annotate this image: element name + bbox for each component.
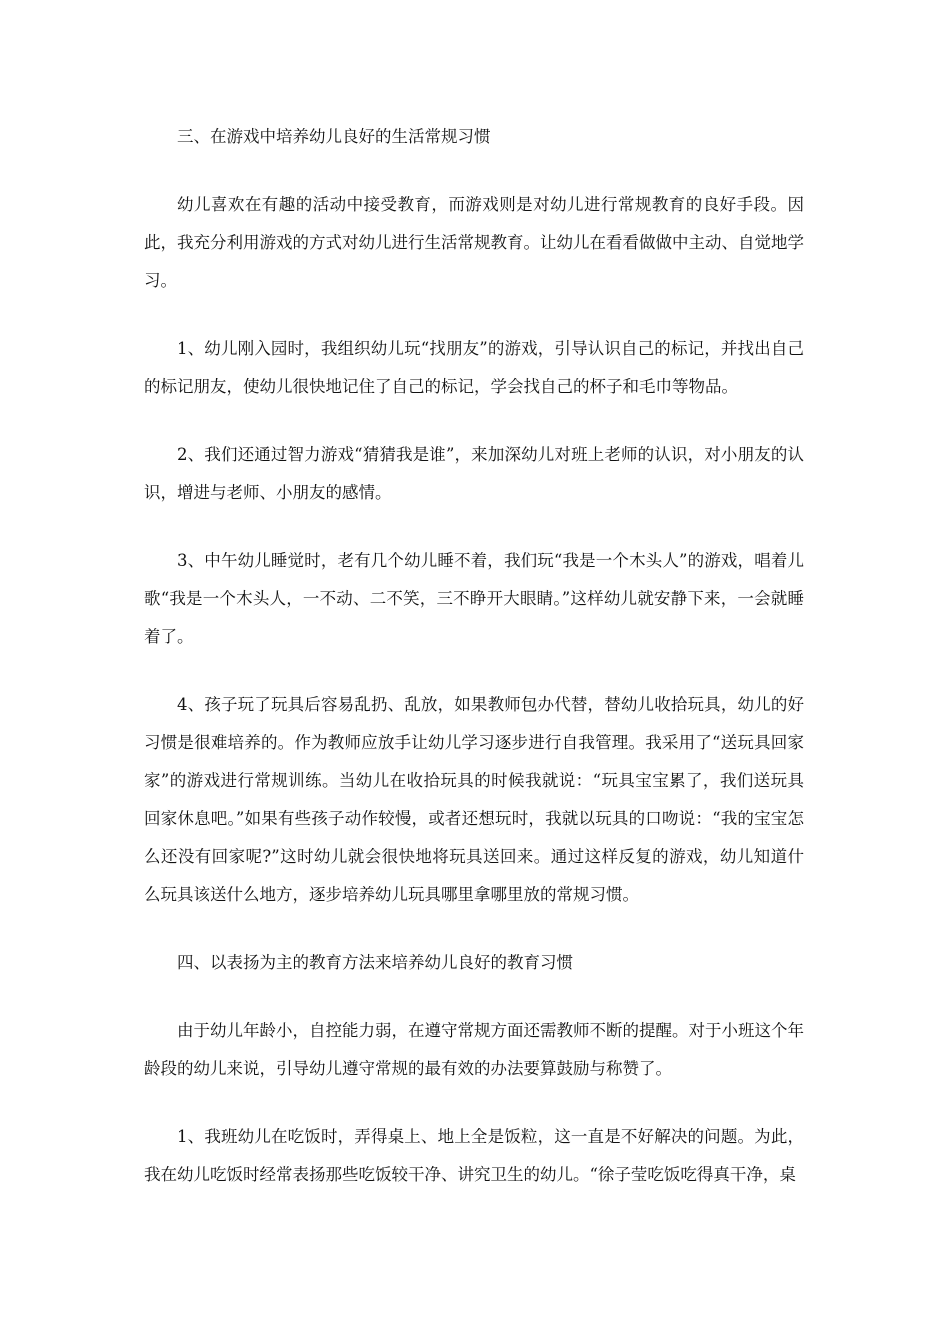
paragraph-item-2: 2、我们还通过智力游戏“猜猜我是谁”，来加深幼儿对班上老师的认识，对小朋友的认识，增进与老师、小朋友的感情。 [144,445,804,502]
paragraph-praise-item-1: 1、我班幼儿在吃饭时，弄得桌上、地上全是饭粒，这一直是不好解决的问题。为此，我在幼儿吃饭时经常表扬那些吃饭较干净、讲究卫生的幼儿。“徐子莹吃饭吃得真干净，桌 [144,1127,804,1184]
document-body [144,118,804,1224]
paragraph-praise-intro: 由于幼儿年龄小，自控能力弱，在遵守常规方面还需教师不断的提醒。对于小班这个年龄段的幼儿来说，引导幼儿遵守常规的最有效的办法要算鼓励与称赞了。 [144,1021,804,1078]
section-heading-3: 三、在游戏中培养幼儿良好的生活常规习惯 [177,127,491,146]
paragraph-item-1: 1、幼儿刚入园时，我组织幼儿玩“找朋友”的游戏，引导认识自己的标记，并找出自己的标记朋友，使幼儿很快地记住了自己的标记，学会找自己的杯子和毛巾等物品。 [144,339,804,396]
paragraph-intro: 幼儿喜欢在有趣的活动中接受教育，而游戏则是对幼儿进行常规教育的良好手段。因此，我充分利用游戏的方式对幼儿进行生活常规教育。让幼儿在看看做做中主动、自觉地学习。 [144,195,804,290]
paragraph-item-3: 3、中午幼儿睡觉时，老有几个幼儿睡不着，我们玩“我是一个木头人”的游戏，唱着儿歌“我是一个木头人，一不动、二不笑，三不睁开大眼睛。”这样幼儿就安静下来，一会就睡着了。 [144,551,804,646]
paragraph-item-4: 4、孩子玩了玩具后容易乱扔、乱放，如果教师包办代替，替幼儿收拾玩具，幼儿的好习惯是很难培养的。作为教师应放手让幼儿学习逐步进行自我管理。我采用了“送玩具回家家”的游戏进行常规训练。当幼儿在收拾玩具的时候我就说：“玩具宝宝累了，我们送玩具回家休息吧。”如果有些孩子动作较慢，或者还想玩时，我就以玩具的口吻说：“我的宝宝怎么还没有回家呢?”这时幼儿就会很快地将玩具送回来。通过这样反复的游戏，幼儿知道什么玩具该送什么地方，逐步培养幼儿玩具哪里拿哪里放的常规习惯。 [144,695,804,904]
section-heading-4: 四、以表扬为主的教育方法来培养幼儿良好的教育习惯 [177,953,573,972]
